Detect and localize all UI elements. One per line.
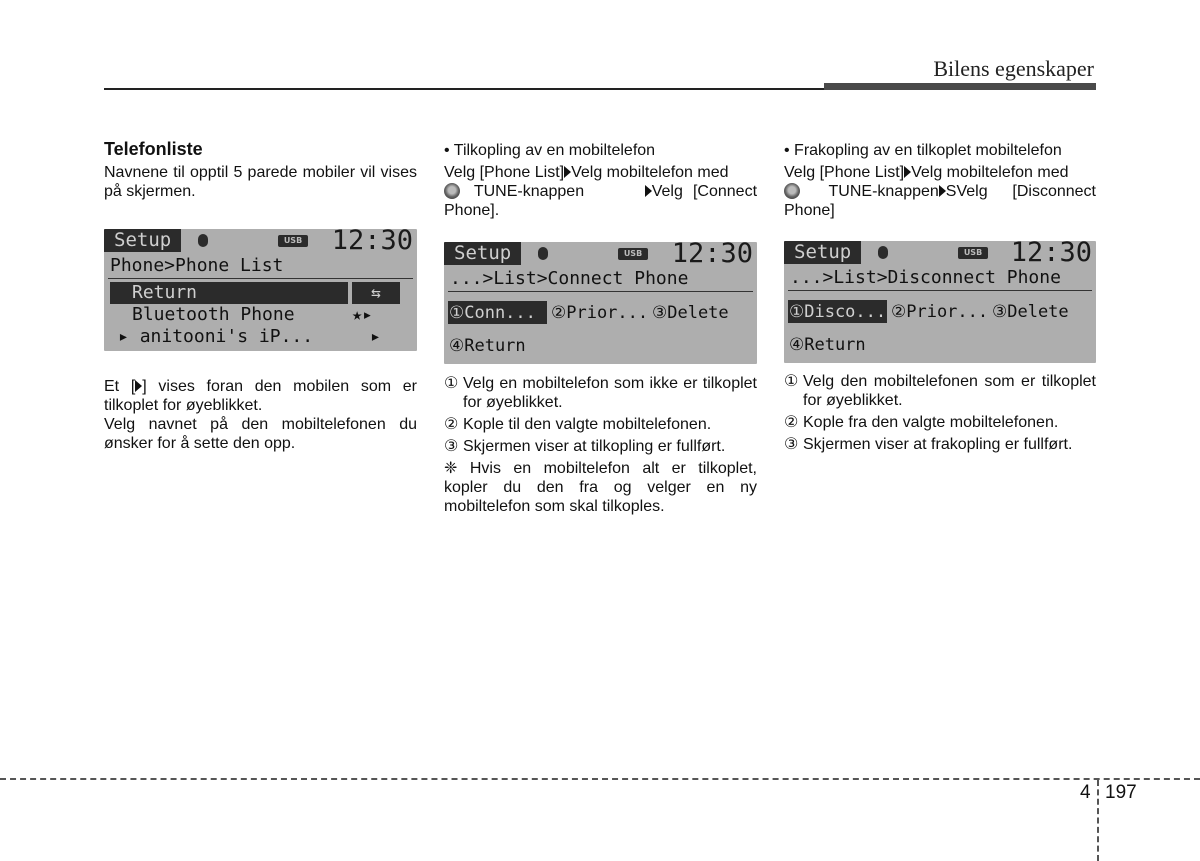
page-header-title: Bilens egenskaper bbox=[933, 56, 1094, 81]
section-heading: Telefonliste bbox=[104, 139, 203, 159]
column-connect-steps bbox=[444, 374, 757, 516]
bullet-disconnect: • Frakopling av en tilkoplet mobiltelefon bbox=[784, 142, 1062, 159]
column-phone-list bbox=[104, 140, 417, 201]
screen-status-bar bbox=[784, 241, 1096, 268]
row-device[interactable]: ▸ anitooni's iP... bbox=[118, 326, 314, 347]
footer-divider bbox=[1097, 780, 1099, 861]
tune-knob-icon bbox=[444, 183, 460, 199]
option-delete[interactable]: ③Delete bbox=[652, 303, 729, 323]
bluetooth-icon bbox=[198, 234, 208, 247]
bluetooth-icon bbox=[538, 247, 548, 260]
tune-knob-icon bbox=[784, 183, 800, 199]
back-arrow-icon: ⇆ bbox=[352, 282, 400, 304]
screen-path: ...>List>Disconnect Phone bbox=[790, 267, 1061, 288]
screen-path: ...>List>Connect Phone bbox=[450, 268, 689, 289]
screen-status-bar bbox=[104, 229, 417, 256]
option-return[interactable]: ④Return bbox=[449, 336, 526, 356]
display-screen-disconnect bbox=[784, 241, 1096, 363]
usb-icon: USB bbox=[278, 235, 308, 247]
option-disconnect[interactable]: ①Disco... bbox=[789, 302, 887, 322]
column-connect bbox=[444, 141, 757, 220]
header-rule bbox=[104, 88, 824, 90]
connected-indicator-note: Et [ ] vises foran den mobilen som er tilkoplet for øyeblikket. bbox=[104, 378, 417, 414]
clock: 12:30 bbox=[1010, 241, 1092, 268]
screen-divider bbox=[448, 291, 753, 292]
option-return[interactable]: ④Return bbox=[789, 335, 866, 355]
setup-tag: Setup bbox=[444, 242, 521, 265]
option-priority[interactable]: ②Prior... bbox=[891, 302, 989, 322]
column-disconnect-steps bbox=[784, 372, 1096, 454]
screen-divider bbox=[788, 290, 1092, 291]
clock: 12:30 bbox=[331, 229, 413, 256]
footer-rule bbox=[0, 778, 1200, 780]
select-name-note: Velg navnet på den mobiltelefonen du ønsker for å sette den opp. bbox=[104, 416, 417, 452]
option-delete[interactable]: ③Delete bbox=[992, 302, 1069, 322]
setup-tag: Setup bbox=[784, 241, 861, 264]
display-screen-connect bbox=[444, 242, 757, 364]
step-3: ③ Skjermen viser at tilkopling er fullført. bbox=[444, 438, 726, 455]
screen-status-bar bbox=[444, 242, 757, 269]
arrow-icon bbox=[939, 185, 946, 197]
steps-list bbox=[444, 374, 757, 456]
row-return[interactable]: Return bbox=[132, 282, 198, 303]
header-rule-accent bbox=[824, 83, 1096, 90]
step-1: ① Velg den mobiltelefonen som er tilkoplet for øyeblikket. bbox=[784, 373, 1096, 409]
row-bluetooth-phone[interactable]: Bluetooth Phone bbox=[132, 304, 295, 325]
screen-divider bbox=[108, 278, 413, 279]
chapter-number: 4 bbox=[1080, 782, 1091, 803]
bullet-connect: • Tilkopling av en mobiltelefon bbox=[444, 142, 656, 159]
chevron-right-icon: ▸ bbox=[370, 326, 381, 347]
step-3: ③ Skjermen viser at frakopling er fullført. bbox=[784, 436, 1073, 453]
arrow-icon: ▸ bbox=[118, 326, 140, 347]
intro-paragraph: Navnene til opptil 5 parede mobiler vil vises på skjermen. bbox=[104, 164, 417, 200]
star-and-arrow-icon: ★▸ bbox=[352, 305, 373, 325]
column-disconnect bbox=[784, 141, 1096, 220]
usb-icon: USB bbox=[958, 247, 988, 259]
note-already-connected: ❈ Hvis en mobiltelefon alt er tilkoplet, kopler du den fra og velger en ny mobiltelefon som skal tilkoples. bbox=[444, 460, 757, 515]
display-screen-phone-list bbox=[104, 229, 417, 351]
bluetooth-icon bbox=[878, 246, 888, 259]
usb-icon: USB bbox=[618, 248, 648, 260]
option-priority[interactable]: ②Prior... bbox=[551, 303, 649, 323]
option-connect[interactable]: ①Conn... bbox=[449, 303, 536, 323]
steps-list bbox=[784, 372, 1096, 454]
column-phone-list-notes bbox=[104, 377, 417, 453]
setup-tag: Setup bbox=[104, 229, 181, 252]
screen-path: Phone>Phone List bbox=[110, 255, 284, 276]
clock: 12:30 bbox=[671, 242, 753, 269]
step-2: ② Kople til den valgte mobiltelefonen. bbox=[444, 416, 712, 433]
step-1: ① Velg en mobiltelefon som ikke er tilkoplet for øyeblikket. bbox=[444, 375, 757, 411]
arrow-icon bbox=[645, 185, 652, 197]
step-2: ② Kople fra den valgte mobiltelefonen. bbox=[784, 414, 1059, 431]
instructions-disconnect: Velg [Phone List] Velg mobiltelefon med TUNE-knappen SVelg [Disconnect Phone] bbox=[784, 164, 1096, 219]
page-number: 197 bbox=[1105, 782, 1137, 803]
instructions-connect: Velg [Phone List] Velg mobiltelefon med TUNE-knappen Velg [Connect Phone]. bbox=[444, 164, 758, 219]
